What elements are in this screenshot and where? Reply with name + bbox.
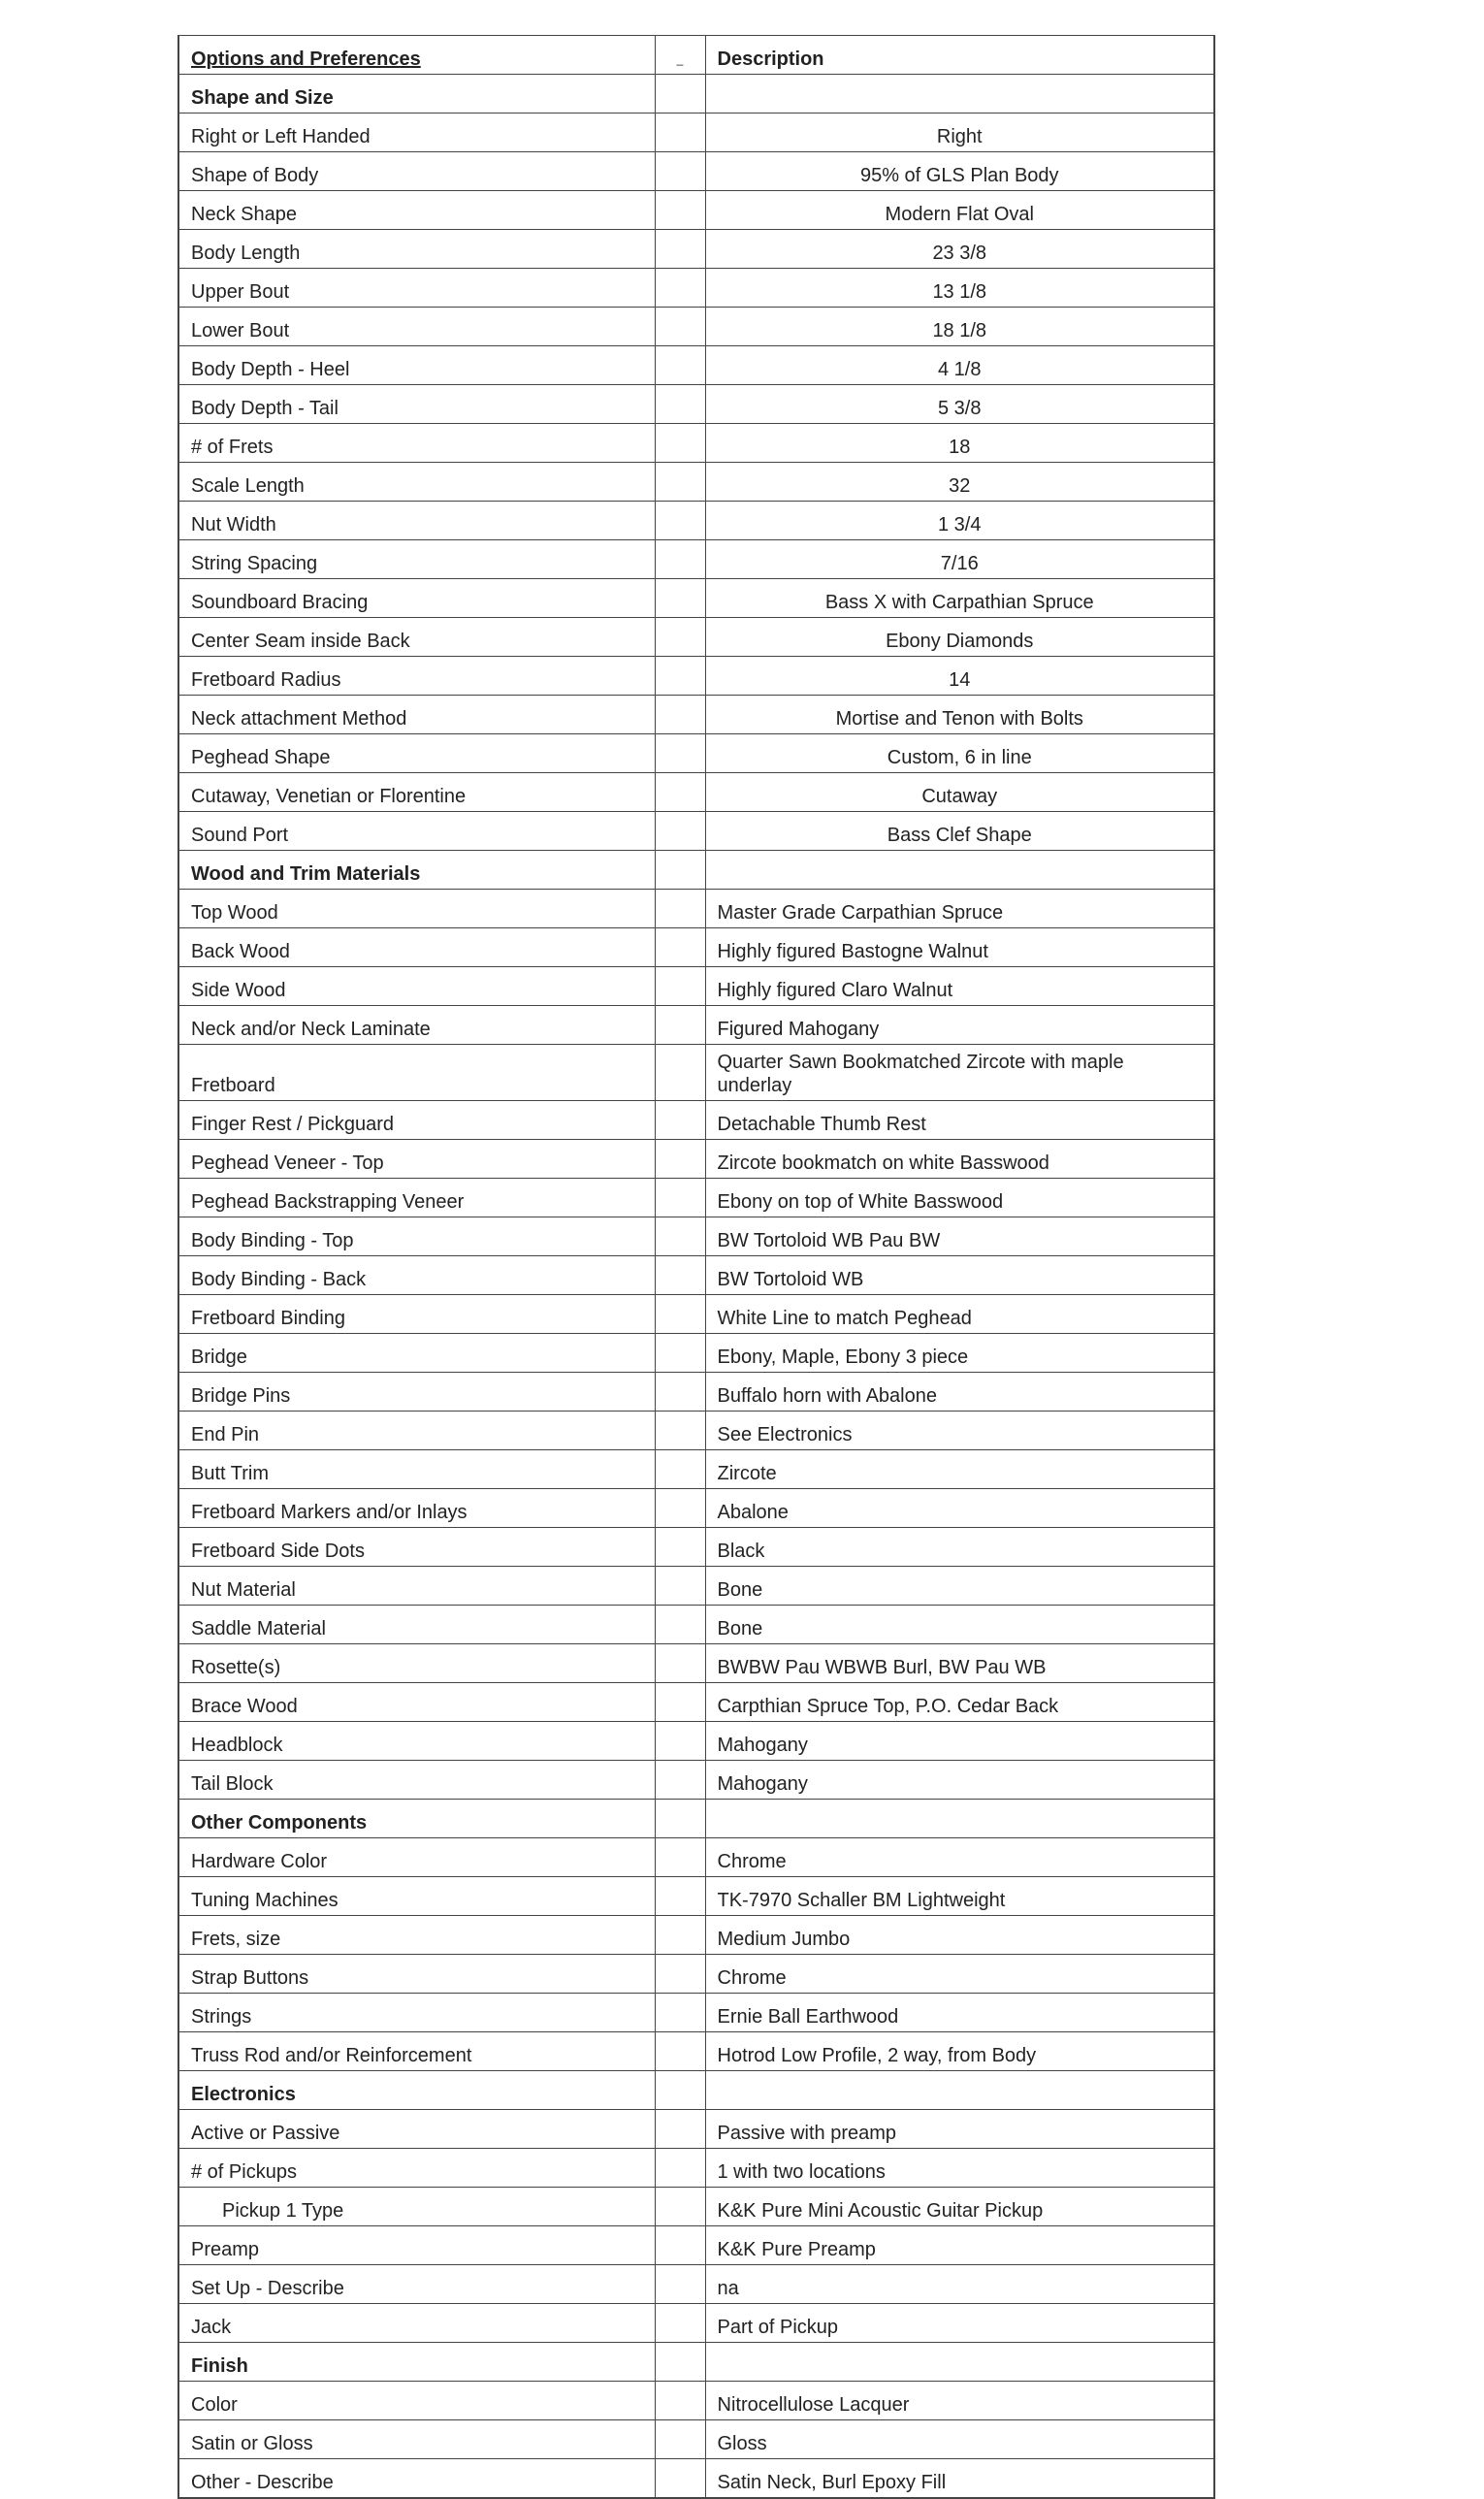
section-middle-cell xyxy=(655,75,705,114)
table-row xyxy=(178,1179,1214,1217)
middle-cell xyxy=(655,191,705,230)
section-title: Other Components xyxy=(178,1800,655,1838)
option-label: Hardware Color xyxy=(178,1838,655,1877)
table-row xyxy=(178,1295,1214,1334)
option-label: Rosette(s) xyxy=(178,1644,655,1683)
option-description: BW Tortoloid WB Pau BW xyxy=(705,1217,1214,1256)
option-label: Color xyxy=(178,2382,655,2420)
middle-cell xyxy=(655,890,705,928)
middle-cell xyxy=(655,1916,705,1955)
middle-cell xyxy=(655,308,705,346)
section-middle-cell xyxy=(655,2343,705,2382)
option-label: Back Wood xyxy=(178,928,655,967)
middle-cell xyxy=(655,1373,705,1412)
option-description: Quarter Sawn Bookmatched Zircote with maple underlay xyxy=(705,1045,1214,1101)
table-row xyxy=(178,1838,1214,1877)
option-label: Headblock xyxy=(178,1722,655,1761)
table-row xyxy=(178,1955,1214,1994)
middle-cell xyxy=(655,1179,705,1217)
header-middle-label: _ xyxy=(676,52,684,66)
table-row xyxy=(178,2459,1214,2499)
option-label: Saddle Material xyxy=(178,1606,655,1644)
section-title: Finish xyxy=(178,2343,655,2382)
middle-cell xyxy=(655,424,705,463)
middle-cell xyxy=(655,1994,705,2032)
middle-cell xyxy=(655,579,705,618)
table-row xyxy=(178,1877,1214,1916)
option-description: Carpthian Spruce Top, P.O. Cedar Back xyxy=(705,1683,1214,1722)
option-description: Bone xyxy=(705,1567,1214,1606)
middle-cell xyxy=(655,114,705,152)
option-description: Part of Pickup xyxy=(705,2304,1214,2343)
option-description: Highly figured Bastogne Walnut xyxy=(705,928,1214,967)
option-description: 5 3/8 xyxy=(705,385,1214,424)
middle-cell xyxy=(655,2226,705,2265)
section-title: Wood and Trim Materials xyxy=(178,851,655,890)
option-description: White Line to match Peghead xyxy=(705,1295,1214,1334)
table-row xyxy=(178,385,1214,424)
section-middle-cell xyxy=(655,2071,705,2110)
section-header-row xyxy=(178,851,1214,890)
option-description: Figured Mahogany xyxy=(705,1006,1214,1045)
section-header-row xyxy=(178,2343,1214,2382)
table-row xyxy=(178,152,1214,191)
middle-cell xyxy=(655,1217,705,1256)
option-label: Center Seam inside Back xyxy=(178,618,655,657)
middle-cell xyxy=(655,1877,705,1916)
option-label: Nut Material xyxy=(178,1567,655,1606)
option-description: K&K Pure Mini Acoustic Guitar Pickup xyxy=(705,2188,1214,2226)
table-row xyxy=(178,1644,1214,1683)
option-description: Master Grade Carpathian Spruce xyxy=(705,890,1214,928)
table-row xyxy=(178,1761,1214,1800)
table-row xyxy=(178,1140,1214,1179)
table-row xyxy=(178,463,1214,502)
option-label: Cutaway, Venetian or Florentine xyxy=(178,773,655,812)
section-header-row xyxy=(178,1800,1214,1838)
middle-cell xyxy=(655,540,705,579)
option-description: Zircote xyxy=(705,1450,1214,1489)
option-description: 4 1/8 xyxy=(705,346,1214,385)
table-row xyxy=(178,1045,1214,1101)
option-description: Black xyxy=(705,1528,1214,1567)
table-row xyxy=(178,657,1214,696)
option-label: Peghead Shape xyxy=(178,734,655,773)
section-title: Electronics xyxy=(178,2071,655,2110)
option-description: Chrome xyxy=(705,1838,1214,1877)
option-label: Neck and/or Neck Laminate xyxy=(178,1006,655,1045)
middle-cell xyxy=(655,2188,705,2226)
option-label: Upper Bout xyxy=(178,269,655,308)
middle-cell xyxy=(655,2032,705,2071)
section-description-cell xyxy=(705,1800,1214,1838)
middle-cell xyxy=(655,2304,705,2343)
table-row xyxy=(178,1006,1214,1045)
middle-cell xyxy=(655,1761,705,1800)
option-description: Right xyxy=(705,114,1214,152)
section-header-row xyxy=(178,75,1214,114)
option-label: Butt Trim xyxy=(178,1450,655,1489)
table-row xyxy=(178,967,1214,1006)
table-row xyxy=(178,1450,1214,1489)
middle-cell xyxy=(655,928,705,967)
table-row xyxy=(178,2110,1214,2149)
table-row xyxy=(178,2304,1214,2343)
option-label: Body Binding - Top xyxy=(178,1217,655,1256)
middle-cell xyxy=(655,1955,705,1994)
middle-cell xyxy=(655,1683,705,1722)
middle-cell xyxy=(655,230,705,269)
table-row xyxy=(178,1683,1214,1722)
middle-cell xyxy=(655,2149,705,2188)
middle-cell xyxy=(655,1838,705,1877)
middle-cell xyxy=(655,2459,705,2499)
option-description: Ebony on top of White Basswood xyxy=(705,1179,1214,1217)
option-description: 18 xyxy=(705,424,1214,463)
table-header-row xyxy=(178,36,1214,75)
option-label: Satin or Gloss xyxy=(178,2420,655,2459)
table-row xyxy=(178,2032,1214,2071)
table-row xyxy=(178,2149,1214,2188)
middle-cell xyxy=(655,1101,705,1140)
option-label: Neck attachment Method xyxy=(178,696,655,734)
header-options xyxy=(178,36,655,75)
options-table xyxy=(177,35,1215,2499)
option-description: Medium Jumbo xyxy=(705,1916,1214,1955)
option-label: # of Pickups xyxy=(178,2149,655,2188)
table-row xyxy=(178,1606,1214,1644)
option-description: Abalone xyxy=(705,1489,1214,1528)
table-row xyxy=(178,2420,1214,2459)
option-description: Nitrocellulose Lacquer xyxy=(705,2382,1214,2420)
options-table-body xyxy=(178,36,1214,2499)
header-middle xyxy=(655,36,705,75)
middle-cell xyxy=(655,2110,705,2149)
option-description: Passive with preamp xyxy=(705,2110,1214,2149)
table-row xyxy=(178,502,1214,540)
table-row xyxy=(178,308,1214,346)
option-description: na xyxy=(705,2265,1214,2304)
middle-cell xyxy=(655,1140,705,1179)
table-row xyxy=(178,191,1214,230)
option-description: 1 3/4 xyxy=(705,502,1214,540)
middle-cell xyxy=(655,385,705,424)
option-label: Pickup 1 Type xyxy=(178,2188,655,2226)
table-row xyxy=(178,2382,1214,2420)
middle-cell xyxy=(655,657,705,696)
option-label: Fretboard Binding xyxy=(178,1295,655,1334)
option-label: Side Wood xyxy=(178,967,655,1006)
option-description: 18 1/8 xyxy=(705,308,1214,346)
option-description: 13 1/8 xyxy=(705,269,1214,308)
table-row xyxy=(178,1916,1214,1955)
table-row xyxy=(178,2265,1214,2304)
table-row xyxy=(178,540,1214,579)
table-row xyxy=(178,1256,1214,1295)
option-description: 7/16 xyxy=(705,540,1214,579)
section-description-cell xyxy=(705,851,1214,890)
table-row xyxy=(178,1722,1214,1761)
header-description xyxy=(705,36,1214,75)
option-label: Bridge Pins xyxy=(178,1373,655,1412)
table-row xyxy=(178,1994,1214,2032)
option-description: 23 3/8 xyxy=(705,230,1214,269)
option-label: # of Frets xyxy=(178,424,655,463)
header-description-label: Description xyxy=(717,49,824,70)
option-label: Fretboard Side Dots xyxy=(178,1528,655,1567)
option-label: Sound Port xyxy=(178,812,655,851)
middle-cell xyxy=(655,696,705,734)
option-label: Fretboard Radius xyxy=(178,657,655,696)
middle-cell xyxy=(655,967,705,1006)
option-description: Cutaway xyxy=(705,773,1214,812)
option-label: Bridge xyxy=(178,1334,655,1373)
option-description: Bass X with Carpathian Spruce xyxy=(705,579,1214,618)
option-description: Highly figured Claro Walnut xyxy=(705,967,1214,1006)
option-label: Finger Rest / Pickguard xyxy=(178,1101,655,1140)
option-label: Strings xyxy=(178,1994,655,2032)
option-label: Brace Wood xyxy=(178,1683,655,1722)
table-row xyxy=(178,1101,1214,1140)
option-label: Shape of Body xyxy=(178,152,655,191)
table-row xyxy=(178,812,1214,851)
table-row xyxy=(178,230,1214,269)
section-description-cell xyxy=(705,2071,1214,2110)
table-row xyxy=(178,1567,1214,1606)
option-label: Strap Buttons xyxy=(178,1955,655,1994)
middle-cell xyxy=(655,1722,705,1761)
header-options-label: Options and Preferences xyxy=(191,49,421,70)
option-label: Jack xyxy=(178,2304,655,2343)
section-description-cell xyxy=(705,75,1214,114)
option-description: Ebony Diamonds xyxy=(705,618,1214,657)
section-middle-cell xyxy=(655,1800,705,1838)
middle-cell xyxy=(655,1045,705,1101)
option-description: Mahogany xyxy=(705,1722,1214,1761)
option-description: Custom, 6 in line xyxy=(705,734,1214,773)
option-description: Ernie Ball Earthwood xyxy=(705,1994,1214,2032)
table-row xyxy=(178,1334,1214,1373)
option-description: Ebony, Maple, Ebony 3 piece xyxy=(705,1334,1214,1373)
middle-cell xyxy=(655,2420,705,2459)
table-row xyxy=(178,1528,1214,1567)
middle-cell xyxy=(655,152,705,191)
middle-cell xyxy=(655,2265,705,2304)
option-label: Active or Passive xyxy=(178,2110,655,2149)
option-label: Right or Left Handed xyxy=(178,114,655,152)
option-label: Top Wood xyxy=(178,890,655,928)
option-description: Bone xyxy=(705,1606,1214,1644)
table-row xyxy=(178,346,1214,385)
middle-cell xyxy=(655,618,705,657)
table-row xyxy=(178,696,1214,734)
option-description: Satin Neck, Burl Epoxy Fill xyxy=(705,2459,1214,2499)
option-label: Tuning Machines xyxy=(178,1877,655,1916)
table-row xyxy=(178,2188,1214,2226)
option-label: Tail Block xyxy=(178,1761,655,1800)
middle-cell xyxy=(655,734,705,773)
option-label: Body Depth - Tail xyxy=(178,385,655,424)
option-label: Body Depth - Heel xyxy=(178,346,655,385)
table-row xyxy=(178,114,1214,152)
table-row xyxy=(178,579,1214,618)
middle-cell xyxy=(655,1295,705,1334)
table-row xyxy=(178,734,1214,773)
option-label: Preamp xyxy=(178,2226,655,2265)
table-row xyxy=(178,1217,1214,1256)
option-description: Gloss xyxy=(705,2420,1214,2459)
table-row xyxy=(178,1373,1214,1412)
option-description: 95% of GLS Plan Body xyxy=(705,152,1214,191)
option-description: Mahogany xyxy=(705,1761,1214,1800)
option-description: TK-7970 Schaller BM Lightweight xyxy=(705,1877,1214,1916)
middle-cell xyxy=(655,773,705,812)
option-description: Modern Flat Oval xyxy=(705,191,1214,230)
middle-cell xyxy=(655,1606,705,1644)
option-label: Body Binding - Back xyxy=(178,1256,655,1295)
option-label: Body Length xyxy=(178,230,655,269)
option-label: Lower Bout xyxy=(178,308,655,346)
option-description: K&K Pure Preamp xyxy=(705,2226,1214,2265)
option-label: String Spacing xyxy=(178,540,655,579)
table-row xyxy=(178,269,1214,308)
option-label: Fretboard Markers and/or Inlays xyxy=(178,1489,655,1528)
section-description-cell xyxy=(705,2343,1214,2382)
option-description: 1 with two locations xyxy=(705,2149,1214,2188)
table-row xyxy=(178,890,1214,928)
option-label: Frets, size xyxy=(178,1916,655,1955)
middle-cell xyxy=(655,1334,705,1373)
middle-cell xyxy=(655,1528,705,1567)
middle-cell xyxy=(655,2382,705,2420)
table-row xyxy=(178,1489,1214,1528)
option-description: Mortise and Tenon with Bolts xyxy=(705,696,1214,734)
middle-cell xyxy=(655,812,705,851)
table-row xyxy=(178,618,1214,657)
table-row xyxy=(178,928,1214,967)
option-description: See Electronics xyxy=(705,1412,1214,1450)
option-description: Chrome xyxy=(705,1955,1214,1994)
option-label: Peghead Backstrapping Veneer xyxy=(178,1179,655,1217)
option-label: Neck Shape xyxy=(178,191,655,230)
option-description: 32 xyxy=(705,463,1214,502)
option-description: BWBW Pau WBWB Burl, BW Pau WB xyxy=(705,1644,1214,1683)
option-description: 14 xyxy=(705,657,1214,696)
option-description: Bass Clef Shape xyxy=(705,812,1214,851)
middle-cell xyxy=(655,1567,705,1606)
middle-cell xyxy=(655,1489,705,1528)
section-header-row xyxy=(178,2071,1214,2110)
middle-cell xyxy=(655,1644,705,1683)
option-label: Soundboard Bracing xyxy=(178,579,655,618)
table-row xyxy=(178,773,1214,812)
section-middle-cell xyxy=(655,851,705,890)
middle-cell xyxy=(655,502,705,540)
table-row xyxy=(178,424,1214,463)
option-description: Zircote bookmatch on white Basswood xyxy=(705,1140,1214,1179)
option-label: Truss Rod and/or Reinforcement xyxy=(178,2032,655,2071)
middle-cell xyxy=(655,346,705,385)
option-label: Fretboard xyxy=(178,1045,655,1101)
option-label: Set Up - Describe xyxy=(178,2265,655,2304)
middle-cell xyxy=(655,269,705,308)
table-row xyxy=(178,1412,1214,1450)
middle-cell xyxy=(655,1006,705,1045)
middle-cell xyxy=(655,1450,705,1489)
middle-cell xyxy=(655,1412,705,1450)
option-label: End Pin xyxy=(178,1412,655,1450)
option-description: Hotrod Low Profile, 2 way, from Body xyxy=(705,2032,1214,2071)
section-title: Shape and Size xyxy=(178,75,655,114)
option-description: BW Tortoloid WB xyxy=(705,1256,1214,1295)
option-label: Other - Describe xyxy=(178,2459,655,2499)
option-description: Detachable Thumb Rest xyxy=(705,1101,1214,1140)
option-label: Scale Length xyxy=(178,463,655,502)
middle-cell xyxy=(655,463,705,502)
middle-cell xyxy=(655,1256,705,1295)
table-row xyxy=(178,2226,1214,2265)
option-label: Nut Width xyxy=(178,502,655,540)
option-label: Peghead Veneer - Top xyxy=(178,1140,655,1179)
option-description: Buffalo horn with Abalone xyxy=(705,1373,1214,1412)
